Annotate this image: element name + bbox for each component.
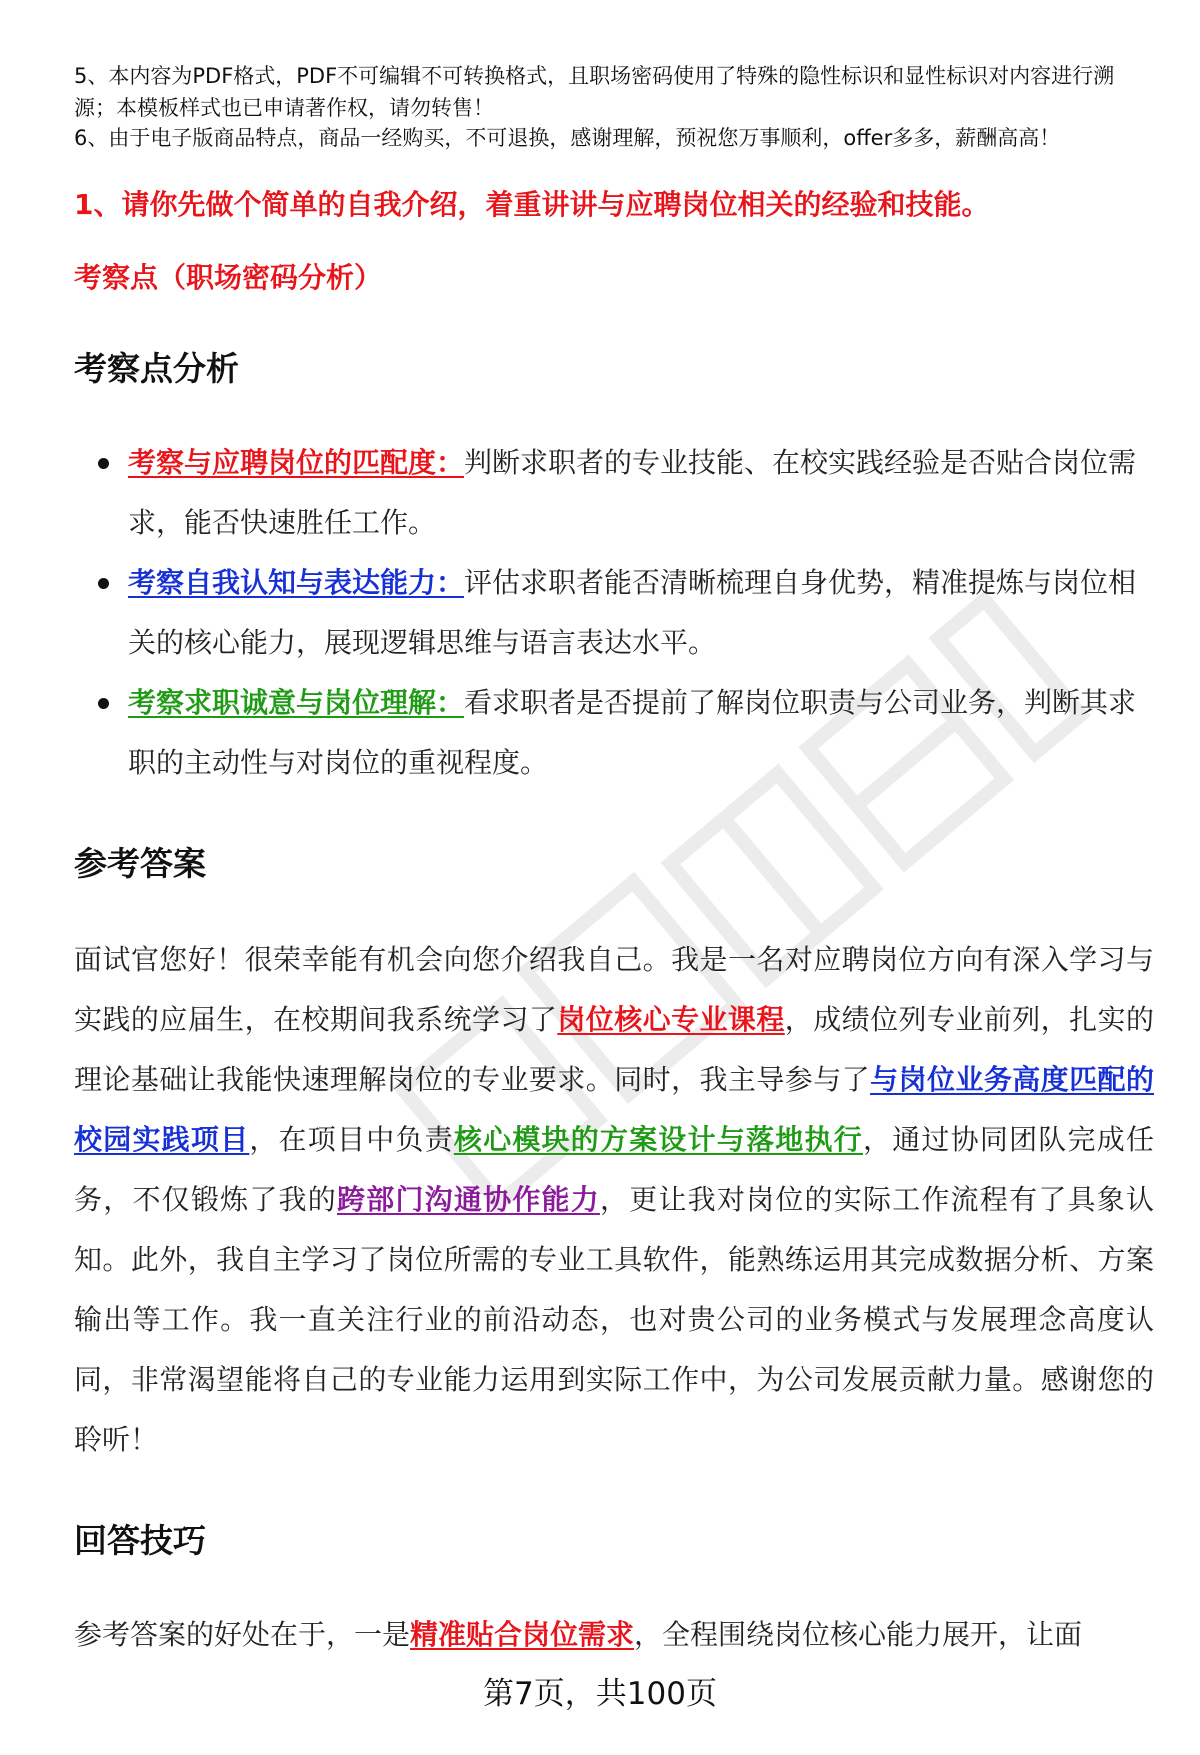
tips-heading: 回答技巧 <box>74 1521 206 1560</box>
answer-highlight: 岗位核心专业课程 <box>557 1003 785 1036</box>
page-number: 第7页，共100页 <box>483 1676 717 1712</box>
bullet-dot-icon <box>98 698 109 709</box>
tips-highlight: 精准贴合岗位需求 <box>410 1618 635 1651</box>
bullet-dot-icon <box>98 578 109 589</box>
question-subtitle: 考察点（职场密码分析） <box>74 261 383 294</box>
tips-text: 参考答案的好处在于，一是 <box>74 1618 411 1651</box>
analysis-key: 考察自我认知与表达能力： <box>128 566 465 599</box>
answer-text: ，通过协同团队完成任务，不仅锻炼了我的 <box>74 1123 1154 1216</box>
answer-text: ，在项目中负责 <box>249 1123 454 1156</box>
list-item <box>74 553 1154 673</box>
answer-text: ，成绩位列专业前列，扎实的理论基础让我能快速理解岗位的专业要求。同时，我主导参与了 <box>74 1003 1154 1096</box>
answer-heading: 参考答案 <box>74 844 206 883</box>
answer-highlight: 跨部门沟通协作能力 <box>337 1183 600 1216</box>
analysis-list <box>74 433 1154 793</box>
analysis-key: 考察与应聘岗位的匹配度： <box>128 446 465 479</box>
tips-paragraph <box>74 1605 1154 1665</box>
notice-6: 6、由于电子版商品特点，商品一经购买，不可退换，感谢理解，预祝您万事顺利，offer多多，薪酬高高！ <box>74 126 1061 150</box>
question-title: 1、请你先做个简单的自我介绍，着重讲讲与应聘岗位相关的经验和技能。 <box>74 188 990 221</box>
list-item <box>74 673 1154 793</box>
answer-highlight: 与岗位业务高度匹配的校园实践项目 <box>74 1063 1154 1156</box>
answer-text: 面试官您好！很荣幸能有机会向您介绍我自己。我是一名对应聘岗位方向有深入学习与实践的应届生，在校期间我系统学习了 <box>74 943 1154 1036</box>
list-item <box>74 433 1154 553</box>
bullet-dot-icon <box>98 458 109 469</box>
tips-text: ，全程围绕岗位核心能力展开，让面 <box>634 1618 1083 1651</box>
analysis-key: 考察求职诚意与岗位理解： <box>128 686 465 719</box>
answer-text: ，更让我对岗位的实际工作流程有了具象认知。此外，我自主学习了岗位所需的专业工具软件，能熟练运用其完成数据分析、方案输出等工作。我一直关注行业的前沿动态，也对贵公司的业务模式与发展理念高度认同，非常渴望能将自己的专业能力运用到实际工作中，为公司发展贡献力量。感谢您的聆听！ <box>74 1183 1154 1456</box>
answer-paragraph <box>74 930 1154 1470</box>
document-page <box>74 0 1154 1755</box>
analysis-text: 评估求职者能否清晰梳理自身优势，精准提炼与岗位相关的核心能力，展现逻辑思维与语言表达水平。 <box>128 566 1137 659</box>
analysis-text: 看求职者是否提前了解岗位职责与公司业务，判断其求职的主动性与对岗位的重视程度。 <box>128 686 1137 779</box>
answer-highlight: 核心模块的方案设计与落地执行 <box>453 1123 863 1156</box>
notice-5: 5、本内容为PDF格式，PDF不可编辑不可转换格式，且职场密码使用了特殊的隐性标识和显性标识对内容进行溯源；本模板样式也已申请著作权，请勿转售！ <box>74 64 1115 120</box>
analysis-text: 判断求职者的专业技能、在校实践经验是否贴合岗位需求，能否快速胜任工作。 <box>128 446 1137 539</box>
analysis-heading: 考察点分析 <box>74 349 239 388</box>
